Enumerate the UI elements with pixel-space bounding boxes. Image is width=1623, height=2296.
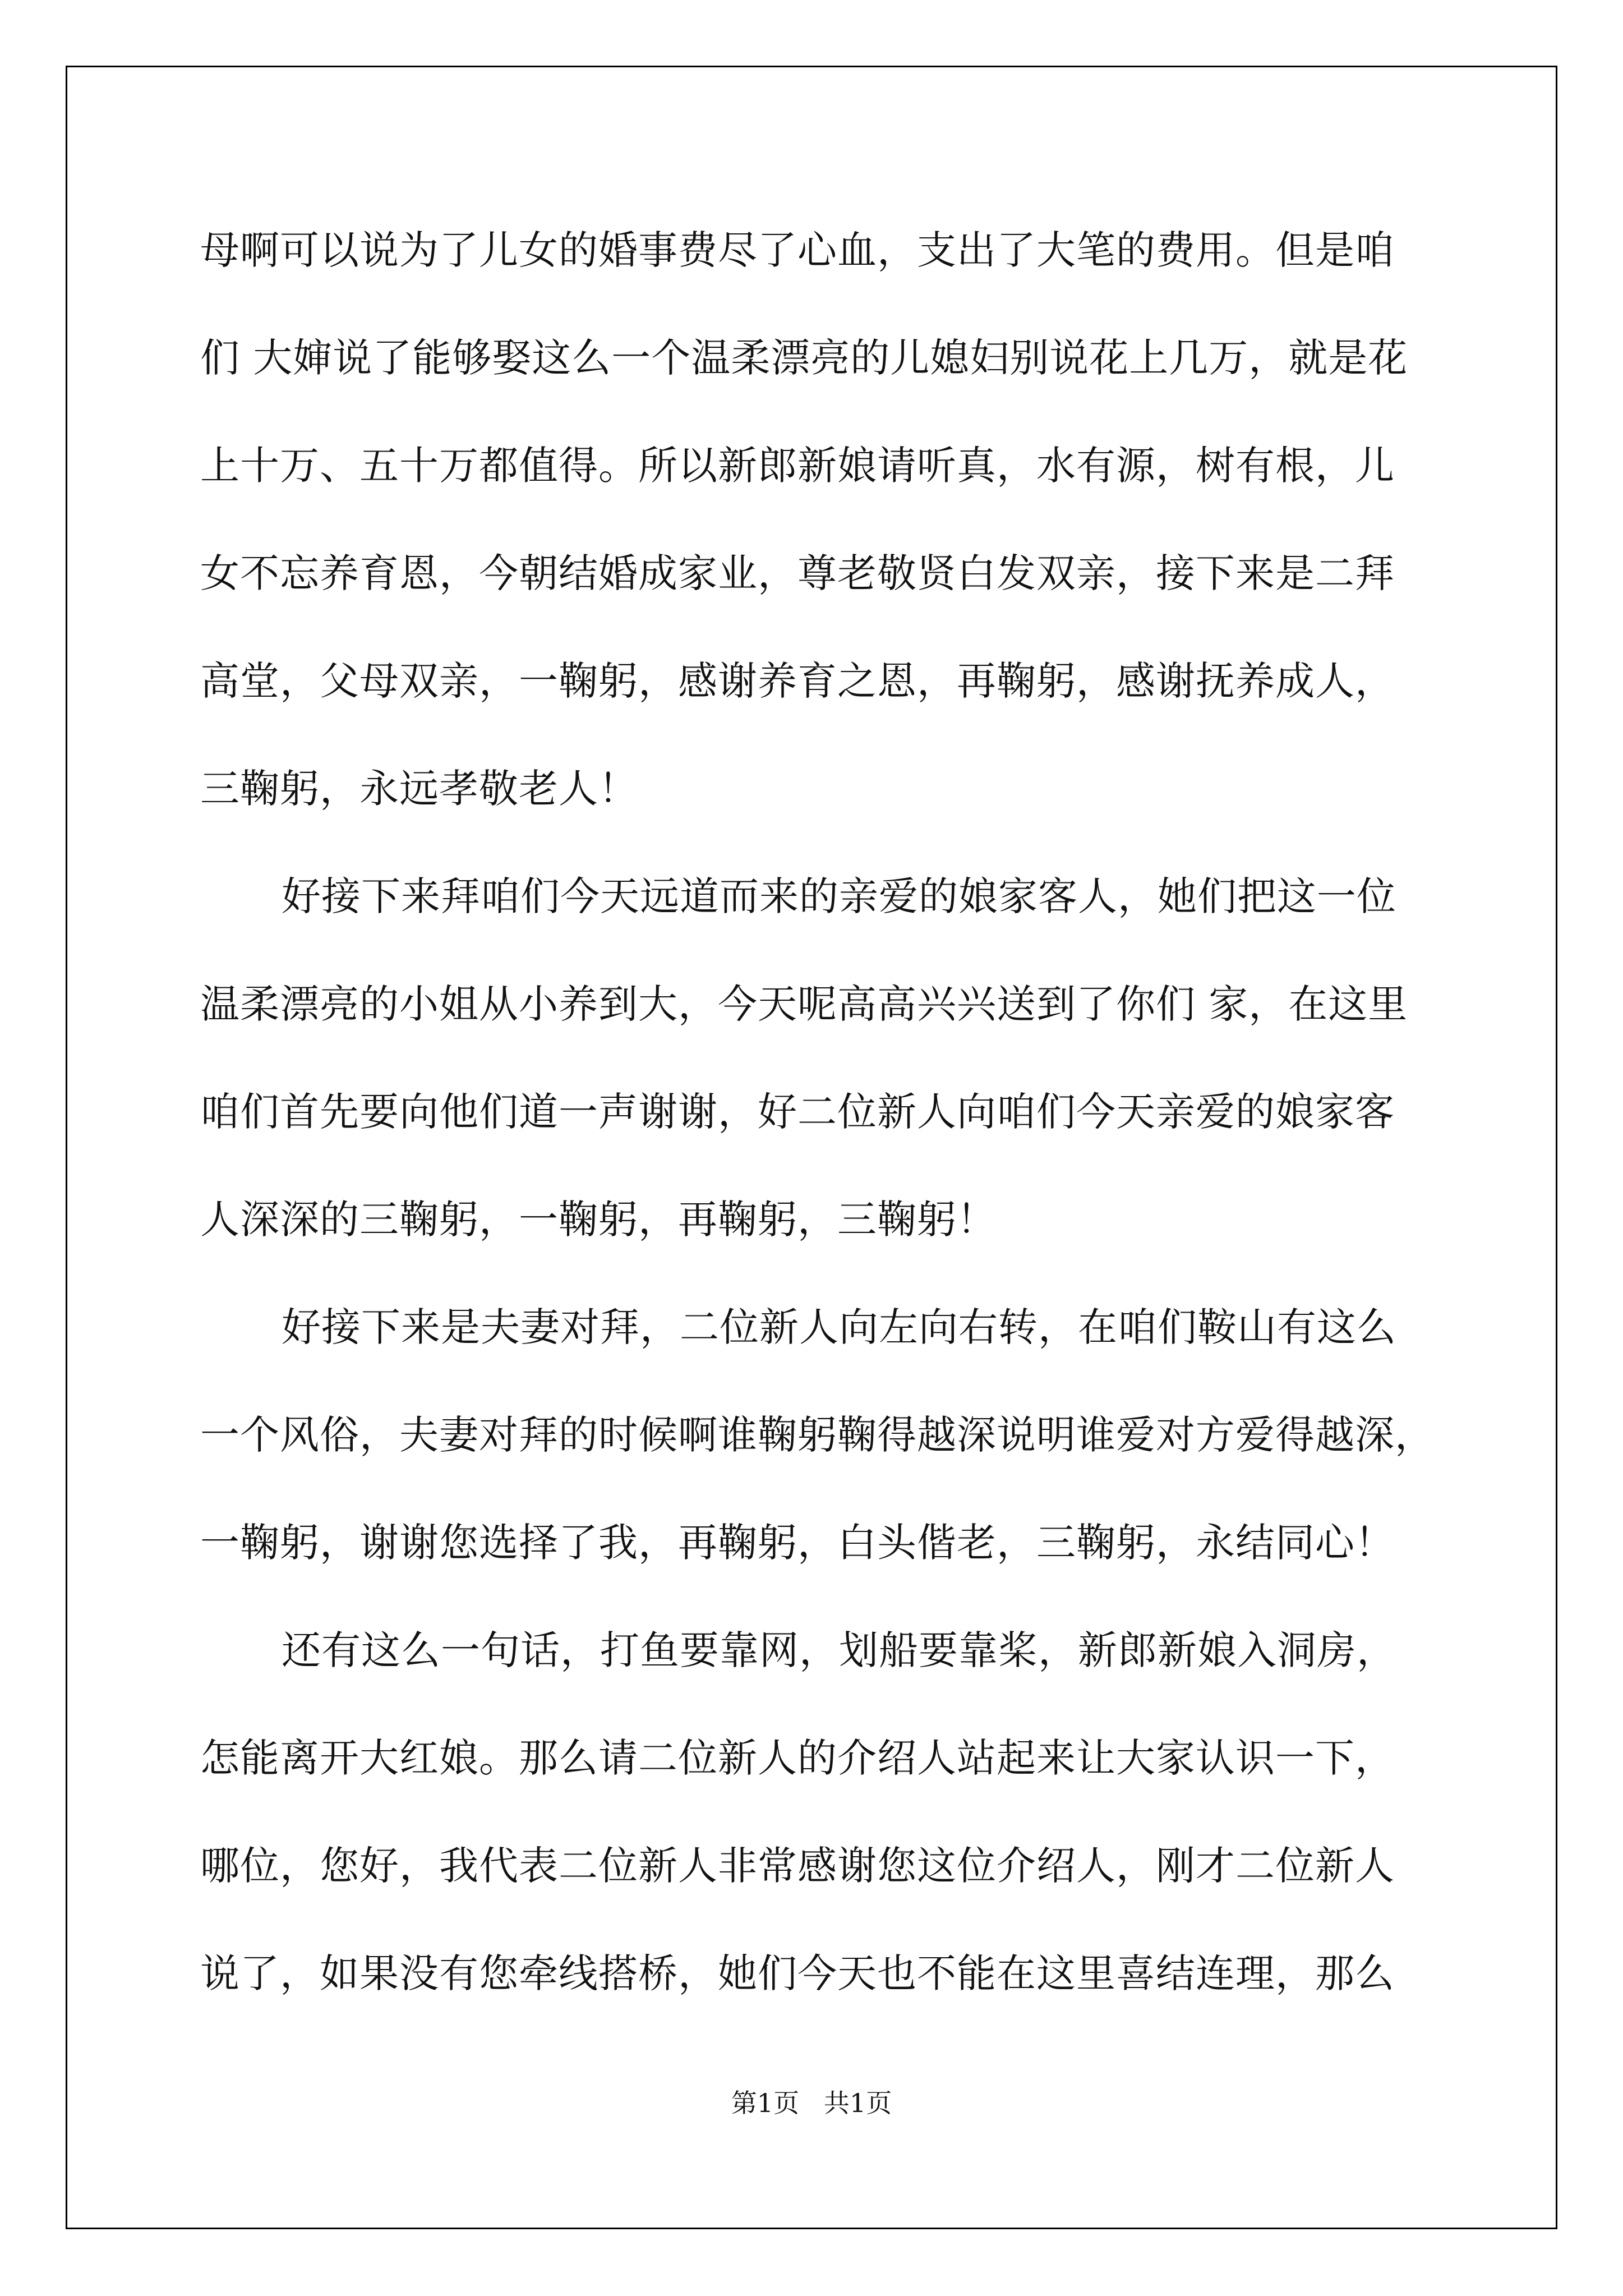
text-line: 温柔漂亮的小姐从小养到大，今天呢高高兴兴送到了你们 家，在这里 <box>200 981 1408 1027</box>
text-line: 怎能离开大红娘。那么请二位新人的介绍人站起来让大家认识一下， <box>200 1735 1395 1781</box>
text-line: 人深深的三鞠躬，一鞠躬，再鞠躬，三鞠躬！ <box>200 1197 997 1243</box>
text-line: 上十万、五十万都值得。所以新郎新娘请听真，水有源，树有根，儿 <box>200 443 1395 489</box>
text-line: 哪位，您好，我代表二位新人非常感谢您这位介绍人，刚才二位新人 <box>200 1843 1395 1889</box>
paragraph-first-line: 好接下来拜咱们今天远道而来的亲爱的娘家客人，她们把这一位 <box>282 873 1396 919</box>
text-line: 三鞠躬，永远孝敬老人！ <box>200 766 638 812</box>
text-line: 们 大婶说了能够娶这么一个温柔漂亮的儿媳妇别说花上几万，就是花 <box>200 335 1408 381</box>
text-line: 一鞠躬，谢谢您选择了我，再鞠躬，白头偕老，三鞠躬，永结同心！ <box>200 1520 1395 1566</box>
text-line: 咱们首先要向他们道一声谢谢，好二位新人向咱们今天亲爱的娘家客 <box>200 1089 1395 1135</box>
page-number-footer: 第1页 共1页 <box>731 2088 892 2118</box>
text-line: 一个风俗，夫妻对拜的时候啊谁鞠躬鞠得越深说明谁爱对方爱得越深， <box>200 1412 1435 1458</box>
text-line: 母啊可以说为了儿女的婚事费尽了心血，支出了大笔的费用。但是咱 <box>200 227 1395 273</box>
paragraph-first-line: 好接下来是夫妻对拜，二位新人向左向右转，在咱们鞍山有这么 <box>282 1304 1396 1350</box>
paragraph-first-line: 还有这么一句话，打鱼要靠网，划船要靠桨，新郎新娘入洞房， <box>282 1627 1396 1673</box>
text-line: 高堂，父母双亲，一鞠躬，感谢养育之恩，再鞠躬，感谢抚养成人， <box>200 658 1395 704</box>
text-line: 女不忘养育恩，今朝结婚成家业，尊老敬贤白发双亲，接下来是二拜 <box>200 550 1395 596</box>
text-line: 说了，如果没有您牵线搭桥，她们今天也不能在这里喜结连理，那么 <box>200 1950 1395 1996</box>
